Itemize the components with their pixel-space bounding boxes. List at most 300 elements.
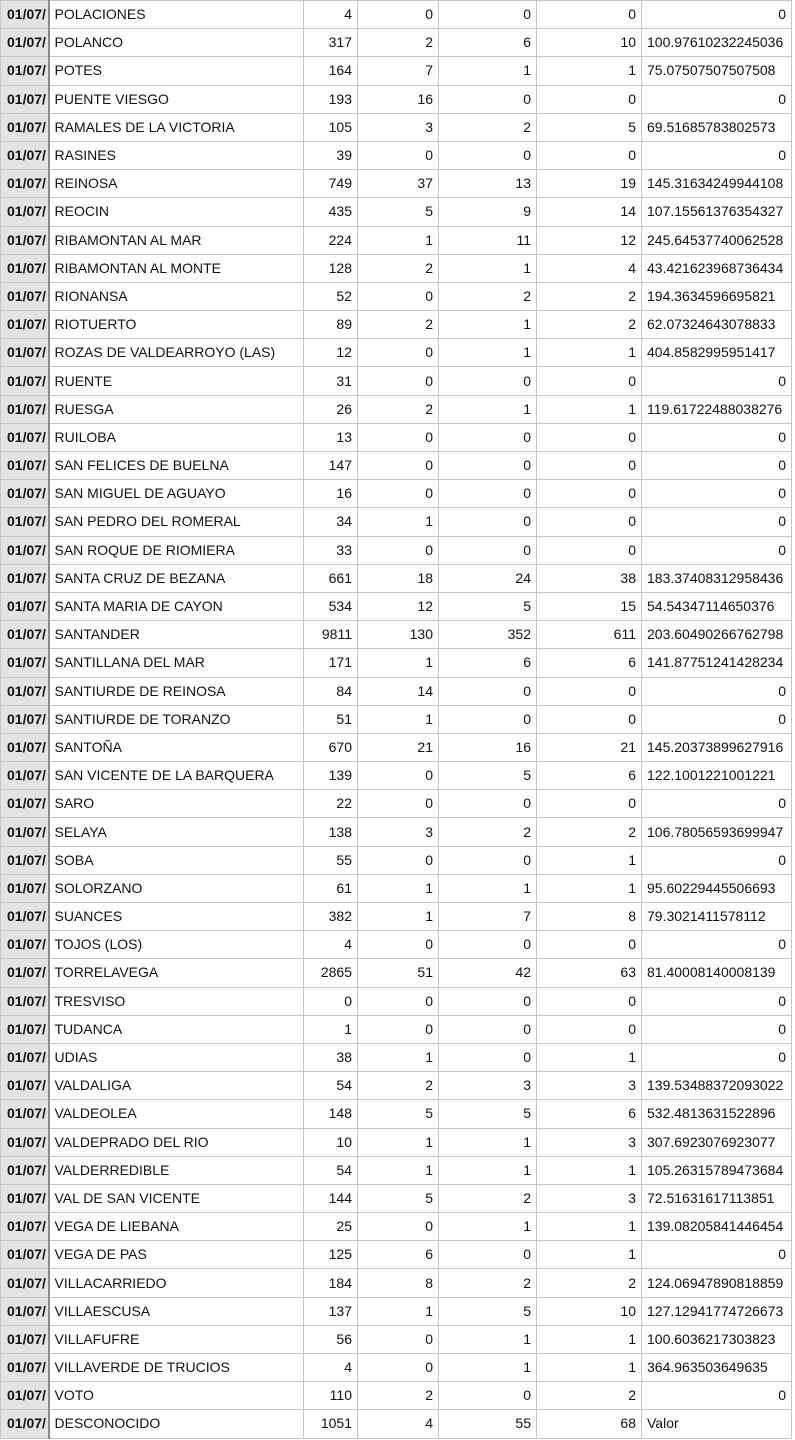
municipality-cell[interactable]: SAN FELICES DE BUELNA [49,452,304,480]
rate-cell[interactable]: 75.07507507507508 [642,57,792,85]
value-cell-2[interactable]: 2 [358,1382,439,1410]
value-cell-3[interactable]: 0 [439,508,537,536]
value-cell-1[interactable]: 224 [304,226,358,254]
value-cell-3[interactable]: 0 [439,1382,537,1410]
rate-cell[interactable]: 0 [642,85,792,113]
value-cell-1[interactable]: 534 [304,592,358,620]
municipality-cell[interactable]: RUESGA [49,395,304,423]
rate-cell[interactable]: 100.6036217303823 [642,1325,792,1353]
value-cell-4[interactable]: 38 [537,564,642,592]
date-cell[interactable]: 01/07/ [1,621,49,649]
value-cell-4[interactable]: 3 [537,1184,642,1212]
rate-cell[interactable]: 0 [642,846,792,874]
date-cell[interactable]: 01/07/ [1,762,49,790]
date-cell[interactable]: 01/07/ [1,1297,49,1325]
value-cell-1[interactable]: 25 [304,1213,358,1241]
value-cell-2[interactable]: 8 [358,1269,439,1297]
rate-cell[interactable]: 141.87751241428234 [642,649,792,677]
value-cell-4[interactable]: 611 [537,621,642,649]
value-cell-4[interactable]: 2 [537,1269,642,1297]
value-cell-2[interactable]: 1 [358,1156,439,1184]
value-cell-3[interactable]: 9 [439,198,537,226]
value-cell-4[interactable]: 21 [537,733,642,761]
value-cell-4[interactable]: 1 [537,846,642,874]
value-cell-3[interactable]: 0 [439,677,537,705]
value-cell-2[interactable]: 2 [358,254,439,282]
value-cell-1[interactable]: 52 [304,282,358,310]
value-cell-4[interactable]: 6 [537,649,642,677]
value-cell-2[interactable]: 2 [358,311,439,339]
value-cell-3[interactable]: 0 [439,423,537,451]
date-cell[interactable]: 01/07/ [1,1184,49,1212]
value-cell-3[interactable]: 13 [439,170,537,198]
value-cell-2[interactable]: 1 [358,226,439,254]
value-cell-1[interactable]: 26 [304,395,358,423]
rate-cell[interactable]: 0 [642,1241,792,1269]
rate-cell[interactable]: 0 [642,1382,792,1410]
date-cell[interactable]: 01/07/ [1,592,49,620]
date-cell[interactable]: 01/07/ [1,1156,49,1184]
date-cell[interactable]: 01/07/ [1,874,49,902]
rate-cell[interactable]: 81.40008140008139 [642,959,792,987]
rate-cell[interactable]: 119.61722488038276 [642,395,792,423]
value-cell-1[interactable]: 128 [304,254,358,282]
value-cell-4[interactable]: 0 [537,1015,642,1043]
value-cell-2[interactable]: 1 [358,874,439,902]
municipality-cell[interactable]: RIBAMONTAN AL MAR [49,226,304,254]
municipality-cell[interactable]: VALDERREDIBLE [49,1156,304,1184]
value-cell-3[interactable]: 1 [439,57,537,85]
date-cell[interactable]: 01/07/ [1,113,49,141]
municipality-cell[interactable]: REOCIN [49,198,304,226]
date-cell[interactable]: 01/07/ [1,1382,49,1410]
municipality-cell[interactable]: SELAYA [49,818,304,846]
municipality-cell[interactable]: VILLAESCUSA [49,1297,304,1325]
value-cell-1[interactable]: 12 [304,339,358,367]
date-cell[interactable]: 01/07/ [1,1015,49,1043]
value-cell-4[interactable]: 0 [537,508,642,536]
value-cell-3[interactable]: 1 [439,874,537,902]
value-cell-3[interactable]: 7 [439,903,537,931]
value-cell-3[interactable]: 42 [439,959,537,987]
rate-cell[interactable]: Valor [642,1410,792,1438]
municipality-cell[interactable]: RUENTE [49,367,304,395]
value-cell-2[interactable]: 0 [358,931,439,959]
rate-cell[interactable]: 0 [642,536,792,564]
value-cell-2[interactable]: 1 [358,508,439,536]
value-cell-3[interactable]: 0 [439,1241,537,1269]
value-cell-2[interactable]: 0 [358,1213,439,1241]
value-cell-4[interactable]: 3 [537,1072,642,1100]
value-cell-2[interactable]: 3 [358,113,439,141]
rate-cell[interactable]: 43.421623968736434 [642,254,792,282]
value-cell-2[interactable]: 2 [358,29,439,57]
value-cell-4[interactable]: 0 [537,480,642,508]
rate-cell[interactable]: 307.6923076923077 [642,1128,792,1156]
municipality-cell[interactable]: VEGA DE PAS [49,1241,304,1269]
municipality-cell[interactable]: RIBAMONTAN AL MONTE [49,254,304,282]
value-cell-3[interactable]: 1 [439,1325,537,1353]
value-cell-1[interactable]: 0 [304,987,358,1015]
value-cell-3[interactable]: 1 [439,1213,537,1241]
value-cell-4[interactable]: 8 [537,903,642,931]
municipality-cell[interactable]: TUDANCA [49,1015,304,1043]
value-cell-4[interactable]: 0 [537,705,642,733]
rate-cell[interactable]: 404.8582995951417 [642,339,792,367]
value-cell-4[interactable]: 0 [537,423,642,451]
value-cell-1[interactable]: 55 [304,846,358,874]
value-cell-2[interactable]: 7 [358,57,439,85]
date-cell[interactable]: 01/07/ [1,733,49,761]
value-cell-3[interactable]: 0 [439,987,537,1015]
value-cell-3[interactable]: 352 [439,621,537,649]
date-cell[interactable]: 01/07/ [1,198,49,226]
municipality-cell[interactable]: SAN MIGUEL DE AGUAYO [49,480,304,508]
value-cell-3[interactable]: 0 [439,705,537,733]
value-cell-2[interactable]: 3 [358,818,439,846]
value-cell-4[interactable]: 1 [537,1325,642,1353]
value-cell-4[interactable]: 1 [537,1043,642,1071]
municipality-cell[interactable]: VILLAVERDE DE TRUCIOS [49,1354,304,1382]
date-cell[interactable]: 01/07/ [1,29,49,57]
value-cell-3[interactable]: 5 [439,592,537,620]
value-cell-2[interactable]: 1 [358,1128,439,1156]
value-cell-4[interactable]: 0 [537,367,642,395]
rate-cell[interactable]: 0 [642,790,792,818]
date-cell[interactable]: 01/07/ [1,452,49,480]
municipality-cell[interactable]: SANTA CRUZ DE BEZANA [49,564,304,592]
value-cell-3[interactable]: 1 [439,1156,537,1184]
value-cell-1[interactable]: 39 [304,141,358,169]
value-cell-1[interactable]: 164 [304,57,358,85]
value-cell-3[interactable]: 24 [439,564,537,592]
date-cell[interactable]: 01/07/ [1,170,49,198]
value-cell-4[interactable]: 68 [537,1410,642,1438]
value-cell-2[interactable]: 1 [358,903,439,931]
municipality-cell[interactable]: RAMALES DE LA VICTORIA [49,113,304,141]
rate-cell[interactable]: 0 [642,367,792,395]
value-cell-4[interactable]: 2 [537,311,642,339]
value-cell-1[interactable]: 138 [304,818,358,846]
value-cell-2[interactable]: 1 [358,1043,439,1071]
value-cell-1[interactable]: 749 [304,170,358,198]
value-cell-3[interactable]: 16 [439,733,537,761]
municipality-cell[interactable]: SANTILLANA DEL MAR [49,649,304,677]
date-cell[interactable]: 01/07/ [1,1072,49,1100]
value-cell-3[interactable]: 0 [439,931,537,959]
value-cell-2[interactable]: 1 [358,705,439,733]
value-cell-1[interactable]: 54 [304,1156,358,1184]
value-cell-1[interactable]: 34 [304,508,358,536]
date-cell[interactable]: 01/07/ [1,282,49,310]
value-cell-1[interactable]: 51 [304,705,358,733]
value-cell-1[interactable]: 147 [304,452,358,480]
date-cell[interactable]: 01/07/ [1,1,49,29]
municipality-cell[interactable]: REINOSA [49,170,304,198]
value-cell-4[interactable]: 2 [537,1382,642,1410]
rate-cell[interactable]: 0 [642,987,792,1015]
value-cell-2[interactable]: 0 [358,1,439,29]
value-cell-1[interactable]: 184 [304,1269,358,1297]
municipality-cell[interactable]: SANTIURDE DE TORANZO [49,705,304,733]
value-cell-2[interactable]: 51 [358,959,439,987]
rate-cell[interactable]: 0 [642,480,792,508]
value-cell-2[interactable]: 0 [358,987,439,1015]
municipality-cell[interactable]: RASINES [49,141,304,169]
date-cell[interactable]: 01/07/ [1,564,49,592]
value-cell-4[interactable]: 0 [537,85,642,113]
municipality-cell[interactable]: SUANCES [49,903,304,931]
rate-cell[interactable]: 100.97610232245036 [642,29,792,57]
value-cell-3[interactable]: 0 [439,452,537,480]
value-cell-2[interactable]: 1 [358,1297,439,1325]
date-cell[interactable]: 01/07/ [1,57,49,85]
date-cell[interactable]: 01/07/ [1,987,49,1015]
date-cell[interactable]: 01/07/ [1,649,49,677]
date-cell[interactable]: 01/07/ [1,1354,49,1382]
value-cell-3[interactable]: 5 [439,1297,537,1325]
value-cell-3[interactable]: 1 [439,339,537,367]
value-cell-1[interactable]: 670 [304,733,358,761]
value-cell-1[interactable]: 661 [304,564,358,592]
value-cell-2[interactable]: 0 [358,141,439,169]
municipality-cell[interactable]: RIONANSA [49,282,304,310]
date-cell[interactable]: 01/07/ [1,226,49,254]
value-cell-2[interactable]: 5 [358,198,439,226]
municipality-cell[interactable]: SOBA [49,846,304,874]
value-cell-2[interactable]: 0 [358,536,439,564]
date-cell[interactable]: 01/07/ [1,959,49,987]
municipality-cell[interactable]: RIOTUERTO [49,311,304,339]
value-cell-1[interactable]: 4 [304,1,358,29]
rate-cell[interactable]: 0 [642,423,792,451]
value-cell-3[interactable]: 0 [439,480,537,508]
rate-cell[interactable]: 0 [642,931,792,959]
value-cell-2[interactable]: 21 [358,733,439,761]
rate-cell[interactable]: 183.37408312958436 [642,564,792,592]
date-cell[interactable]: 01/07/ [1,254,49,282]
value-cell-4[interactable]: 0 [537,452,642,480]
value-cell-2[interactable]: 4 [358,1410,439,1438]
municipality-cell[interactable]: SANTOÑA [49,733,304,761]
rate-cell[interactable]: 0 [642,1015,792,1043]
date-cell[interactable]: 01/07/ [1,705,49,733]
value-cell-1[interactable]: 10 [304,1128,358,1156]
value-cell-4[interactable]: 1 [537,1354,642,1382]
value-cell-1[interactable]: 38 [304,1043,358,1071]
value-cell-1[interactable]: 1 [304,1015,358,1043]
value-cell-4[interactable]: 2 [537,818,642,846]
municipality-cell[interactable]: SARO [49,790,304,818]
value-cell-2[interactable]: 0 [358,367,439,395]
municipality-cell[interactable]: VALDEOLEA [49,1100,304,1128]
municipality-cell[interactable]: TOJOS (LOS) [49,931,304,959]
municipality-cell[interactable]: POTES [49,57,304,85]
value-cell-2[interactable]: 0 [358,282,439,310]
value-cell-1[interactable]: 2865 [304,959,358,987]
municipality-cell[interactable]: VALDALIGA [49,1072,304,1100]
municipality-cell[interactable]: VILLACARRIEDO [49,1269,304,1297]
value-cell-4[interactable]: 1 [537,339,642,367]
value-cell-1[interactable]: 84 [304,677,358,705]
value-cell-3[interactable]: 2 [439,282,537,310]
value-cell-4[interactable]: 19 [537,170,642,198]
rate-cell[interactable]: 0 [642,1043,792,1071]
date-cell[interactable]: 01/07/ [1,931,49,959]
rate-cell[interactable]: 69.51685783802573 [642,113,792,141]
value-cell-2[interactable]: 1 [358,649,439,677]
value-cell-4[interactable]: 0 [537,677,642,705]
date-cell[interactable]: 01/07/ [1,367,49,395]
municipality-cell[interactable]: SOLORZANO [49,874,304,902]
rate-cell[interactable]: 203.60490266762798 [642,621,792,649]
date-cell[interactable]: 01/07/ [1,903,49,931]
value-cell-4[interactable]: 10 [537,29,642,57]
value-cell-3[interactable]: 1 [439,395,537,423]
municipality-cell[interactable]: SANTANDER [49,621,304,649]
value-cell-4[interactable]: 1 [537,874,642,902]
value-cell-1[interactable]: 9811 [304,621,358,649]
value-cell-3[interactable]: 5 [439,762,537,790]
rate-cell[interactable]: 62.07324643078833 [642,311,792,339]
municipality-cell[interactable]: SAN ROQUE DE RIOMIERA [49,536,304,564]
rate-cell[interactable]: 95.60229445506693 [642,874,792,902]
value-cell-1[interactable]: 139 [304,762,358,790]
rate-cell[interactable]: 0 [642,452,792,480]
municipality-cell[interactable]: VALDEPRADO DEL RIO [49,1128,304,1156]
rate-cell[interactable]: 54.54347114650376 [642,592,792,620]
municipality-cell[interactable]: ROZAS DE VALDEARROYO (LAS) [49,339,304,367]
date-cell[interactable]: 01/07/ [1,846,49,874]
municipality-cell[interactable]: RUILOBA [49,423,304,451]
value-cell-1[interactable]: 33 [304,536,358,564]
value-cell-2[interactable]: 5 [358,1184,439,1212]
value-cell-4[interactable]: 2 [537,282,642,310]
value-cell-2[interactable]: 0 [358,1325,439,1353]
value-cell-3[interactable]: 2 [439,113,537,141]
value-cell-3[interactable]: 0 [439,1,537,29]
date-cell[interactable]: 01/07/ [1,1043,49,1071]
date-cell[interactable]: 01/07/ [1,677,49,705]
value-cell-1[interactable]: 144 [304,1184,358,1212]
rate-cell[interactable]: 107.15561376354327 [642,198,792,226]
value-cell-3[interactable]: 0 [439,1043,537,1071]
value-cell-3[interactable]: 0 [439,790,537,818]
value-cell-1[interactable]: 13 [304,423,358,451]
value-cell-3[interactable]: 2 [439,1269,537,1297]
value-cell-3[interactable]: 0 [439,367,537,395]
value-cell-4[interactable]: 4 [537,254,642,282]
municipality-cell[interactable]: VAL DE SAN VICENTE [49,1184,304,1212]
value-cell-2[interactable]: 0 [358,846,439,874]
rate-cell[interactable]: 139.53488372093022 [642,1072,792,1100]
value-cell-3[interactable]: 3 [439,1072,537,1100]
rate-cell[interactable]: 532.4813631522896 [642,1100,792,1128]
value-cell-3[interactable]: 0 [439,846,537,874]
value-cell-4[interactable]: 1 [537,57,642,85]
rate-cell[interactable]: 0 [642,508,792,536]
value-cell-1[interactable]: 125 [304,1241,358,1269]
value-cell-1[interactable]: 16 [304,480,358,508]
value-cell-2[interactable]: 130 [358,621,439,649]
value-cell-2[interactable]: 18 [358,564,439,592]
value-cell-1[interactable]: 54 [304,1072,358,1100]
municipality-cell[interactable]: VILLAFUFRE [49,1325,304,1353]
municipality-cell[interactable]: DESCONOCIDO [49,1410,304,1438]
value-cell-1[interactable]: 105 [304,113,358,141]
value-cell-2[interactable]: 5 [358,1100,439,1128]
value-cell-1[interactable]: 382 [304,903,358,931]
value-cell-1[interactable]: 61 [304,874,358,902]
value-cell-4[interactable]: 63 [537,959,642,987]
value-cell-1[interactable]: 137 [304,1297,358,1325]
value-cell-3[interactable]: 1 [439,311,537,339]
municipality-cell[interactable]: TRESVISO [49,987,304,1015]
value-cell-3[interactable]: 0 [439,85,537,113]
value-cell-4[interactable]: 1 [537,1213,642,1241]
value-cell-4[interactable]: 0 [537,141,642,169]
value-cell-1[interactable]: 435 [304,198,358,226]
value-cell-2[interactable]: 0 [358,423,439,451]
date-cell[interactable]: 01/07/ [1,339,49,367]
value-cell-3[interactable]: 1 [439,1128,537,1156]
value-cell-4[interactable]: 0 [537,536,642,564]
value-cell-1[interactable]: 31 [304,367,358,395]
value-cell-3[interactable]: 6 [439,29,537,57]
rate-cell[interactable]: 124.06947890818859 [642,1269,792,1297]
date-cell[interactable]: 01/07/ [1,818,49,846]
value-cell-2[interactable]: 6 [358,1241,439,1269]
value-cell-3[interactable]: 2 [439,818,537,846]
value-cell-1[interactable]: 56 [304,1325,358,1353]
date-cell[interactable]: 01/07/ [1,480,49,508]
rate-cell[interactable]: 0 [642,705,792,733]
value-cell-1[interactable]: 4 [304,931,358,959]
value-cell-3[interactable]: 0 [439,536,537,564]
value-cell-4[interactable]: 0 [537,790,642,818]
value-cell-4[interactable]: 0 [537,1,642,29]
value-cell-4[interactable]: 1 [537,395,642,423]
value-cell-4[interactable]: 1 [537,1241,642,1269]
value-cell-1[interactable]: 148 [304,1100,358,1128]
rate-cell[interactable]: 145.31634249944108 [642,170,792,198]
rate-cell[interactable]: 0 [642,141,792,169]
rate-cell[interactable]: 79.3021411578112 [642,903,792,931]
date-cell[interactable]: 01/07/ [1,1213,49,1241]
value-cell-4[interactable]: 12 [537,226,642,254]
value-cell-4[interactable]: 3 [537,1128,642,1156]
value-cell-4[interactable]: 1 [537,1156,642,1184]
rate-cell[interactable]: 194.3634596695821 [642,282,792,310]
value-cell-1[interactable]: 171 [304,649,358,677]
value-cell-2[interactable]: 14 [358,677,439,705]
rate-cell[interactable]: 245.64537740062528 [642,226,792,254]
municipality-cell[interactable]: VEGA DE LIEBANA [49,1213,304,1241]
value-cell-4[interactable]: 6 [537,762,642,790]
date-cell[interactable]: 01/07/ [1,536,49,564]
value-cell-2[interactable]: 0 [358,1354,439,1382]
value-cell-4[interactable]: 0 [537,931,642,959]
date-cell[interactable]: 01/07/ [1,1241,49,1269]
rate-cell[interactable]: 364.963503649635 [642,1354,792,1382]
rate-cell[interactable]: 0 [642,1,792,29]
municipality-cell[interactable]: SAN VICENTE DE LA BARQUERA [49,762,304,790]
value-cell-1[interactable]: 89 [304,311,358,339]
date-cell[interactable]: 01/07/ [1,1325,49,1353]
municipality-cell[interactable]: POLACIONES [49,1,304,29]
value-cell-4[interactable]: 0 [537,987,642,1015]
rate-cell[interactable]: 105.26315789473684 [642,1156,792,1184]
